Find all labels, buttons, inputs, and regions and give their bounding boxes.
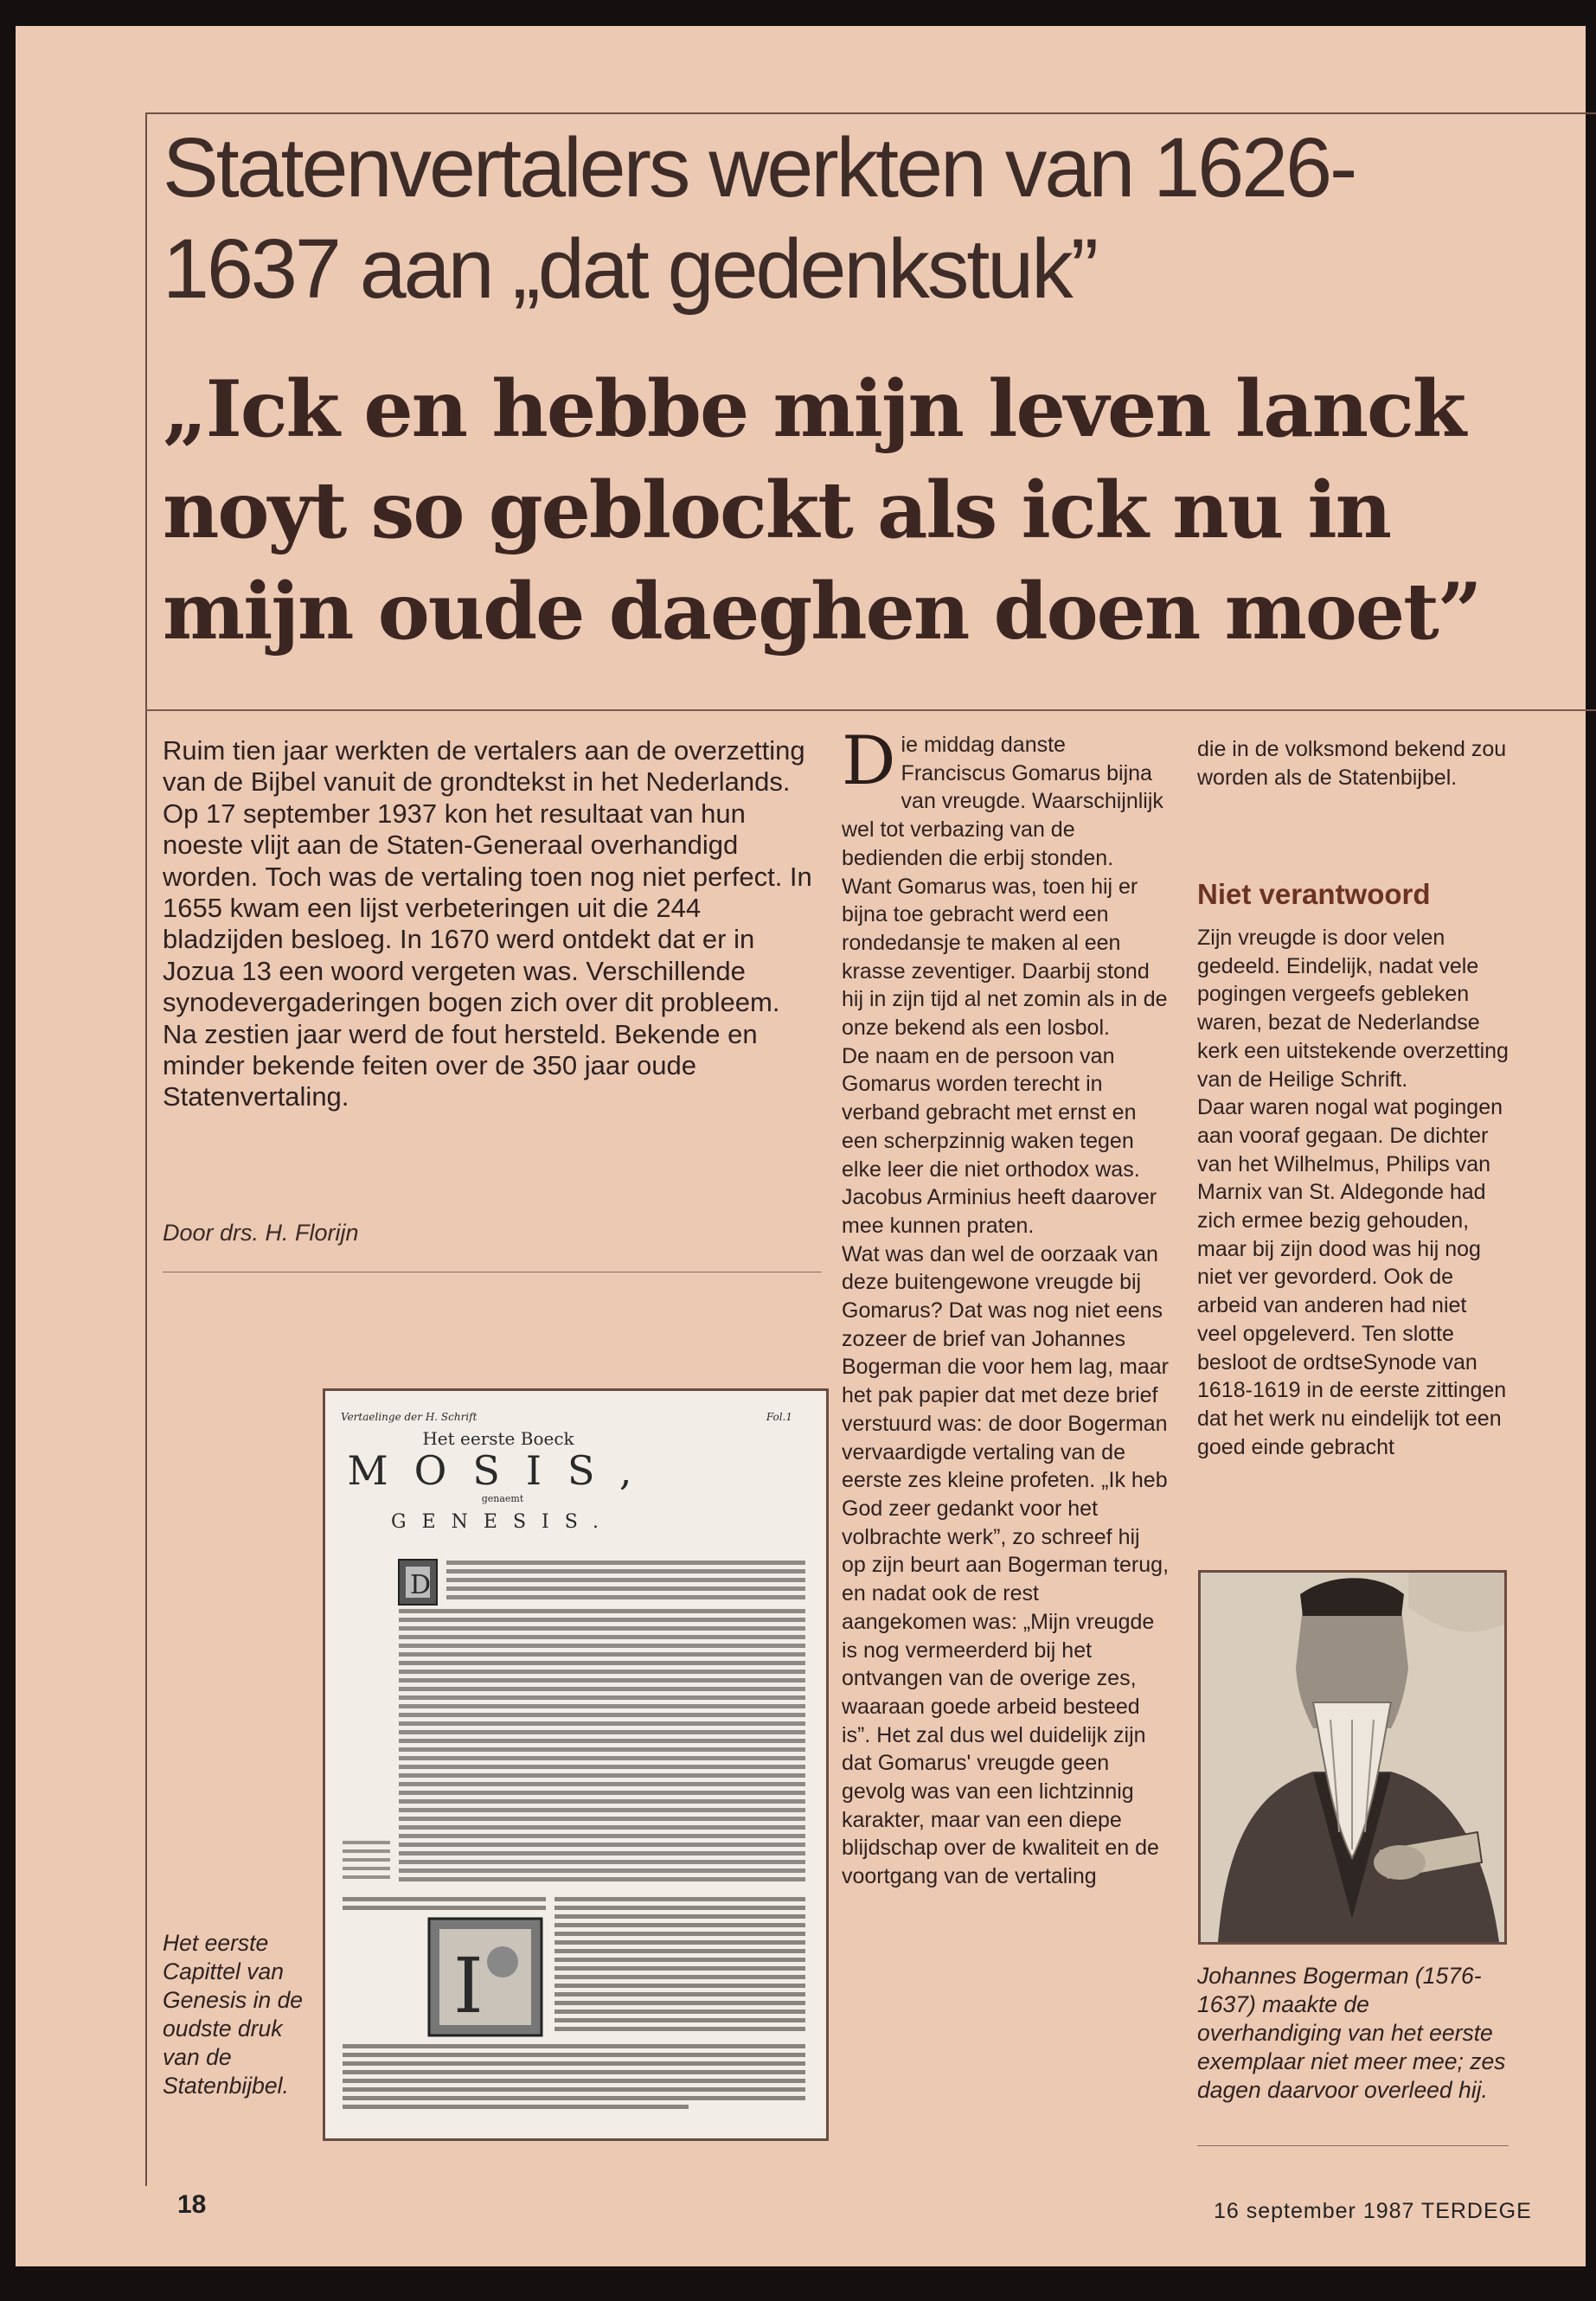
column-middle-p1 [842,722,1169,1042]
column-middle-p1-text: ie middag danste Franciscus Gomarus bijna van vreugde. Waarschijnlijk wel tot verbazing van de bedienden die erbij stonden. Want Gomarus was, toen hij er bijna toe gebracht werd een rondedansje te maken al een krasse zeventiger. Daarbij stond hij in zijn tijd al net zomin als in de onze bekend als een losbol. [842,733,1168,1041]
genesis-page-image [323,1388,829,2141]
svg-text:D: D [410,1570,432,1600]
byline: Door drs. H. Florijn [163,1220,359,1246]
genesis-text-block-lower [343,1897,805,2109]
genesis-running-head-right: Fol.1 [766,1411,792,1423]
intro-paragraph: Ruim tien jaar werkten de vertalers aan de overzetting van de Bijbel vanuit de grondtekst in het Nederlands. Op 17 september 1937 kon het resultaat van hun noeste vlijt aan de Staten-Generaal overhandigd worden. Toch was de vertaling toen nog niet perfect. In 1655 kwam een lijst verbeteringen uit die 244 bladzijden besloeg. In 1670 werd ontdekt dat er in Jozua 13 een woord vergeten was. Verschillende synodevergaderingen bogen zich over dit probleem. Na zestien jaar werd de fout hersteld. Bekende en minder bekende feiten over de 350 jaar oude Statenvertaling. [163,735,812,1112]
genesis-column-left [343,1841,390,1879]
genesis-title-big: MOSIS, [347,1447,658,1494]
genesis-text-block-upper [399,1561,805,1881]
genesis-title-small: genaemt [481,1493,524,1504]
genesis-initial-large [429,1919,542,2035]
genesis-book-line: Het eerste Boeck [422,1428,574,1449]
svg-text:I: I [453,1941,484,2030]
magazine-page [16,26,1586,2266]
column-right-p3: Daar waren nogal wat pogingen aan vooraf gegaan. De dichter van het Wilhelmus, Philips van Marnix van St. Aldegonde had zich ermee bezig gehouden, maar bij zijn dood was hij nog niet ver gevorderd. Ook de arbeid van anderen had niet veel opgeleverd. Ten slotte besloot de ordtseSynode van 1618-1619 in de eerste zittingen dat het werk nu eindelijk tot een goed einde gebracht [1197,1095,1507,1459]
genesis-caption: Het eerste Capittel van Genesis in de oudste druk van de Statenbijbel. [163,1930,304,2099]
drop-cap: D [842,722,896,800]
column-middle [842,722,1170,1891]
headline-divider [145,709,1596,711]
column-middle-p3: Wat was dan wel de oorzaak van deze buitengewone vreugde bij Gomarus? Dat was nog niet eens zozeer de brief van Johannes Bogerman die voor hem lag, maar het pak papier dat met deze brief verstuurd was: de door Bogerman vervaardigde vertaling van de eerste zes kleine profeten. „Ik heb God zeer gedankt voor het volbrachte werk”, zo schreef hij op zijn beurt aan Bogerman terug, en nadat ook de rest aangekomen was: „Mijn vreugde is nog vermeerderd bij het ontvangen van de overige zes, waaraan goede arbeid besteed is”. Het zal dus wel duidelijk zijn dat Gomarus' vreugde geen gevolg was van een lichtzinnig karakter, maar van een diepe blijdschap over de kwaliteit en de voortgang van de vertaling [842,1241,1170,1889]
kicker-title: Statenvertalers werkten van 1626-1637 aan „dat gedenkstuk” [163,120,1356,316]
column-right-p2: Zijn vreugde is door velen gedeeld. Eindelijk, nadat vele pogingen vergeefs gebleken waren, bezat de Nederlandse kerk een uitstekende overzetting van de Heilige Schrift. [1197,926,1509,1092]
column-right-body [1197,924,1510,1461]
genesis-initial-small [399,1560,437,1605]
column-right-p1: die in de volksmond bekend zou worden als de Statenbijbel. [1197,737,1507,790]
bogerman-portrait [1198,1570,1507,1945]
portrait-caption: Johannes Bogerman (1576-1637) maakte de overhandiging van het eerste exemplaar niet meer mee; zes dagen daarvoor overleed hij. [1197,1963,1506,2103]
page-number: 18 [177,2190,207,2219]
portrait-caption-rule [1197,2145,1509,2146]
bogerman-engraving [1201,1573,1504,1942]
column-middle-p2: De naam en de persoon van Gomarus worden terecht in verband gebracht met ernst en een scherpzinnig waken tegen elke leer die niet orthodox was. Jacobus Arminius heeft daarover mee kunnen praten. [842,1043,1157,1238]
issue-dateline: 16 september 1987 TERDEGE [1214,2199,1532,2223]
genesis-running-head-left: Vertaelinge der H. Schrift [341,1411,478,1423]
subhead-niet-verantwoord: Niet verantwoord [1197,878,1431,910]
genesis-page-drawing [325,1391,826,2138]
headline-quote: „Ick en hebbe mijn leven lanck noyt so geblockt als ick nu in mijn oude daeghen doen moet” [163,363,1481,657]
genesis-title-sub: GENESIS. [391,1511,614,1533]
